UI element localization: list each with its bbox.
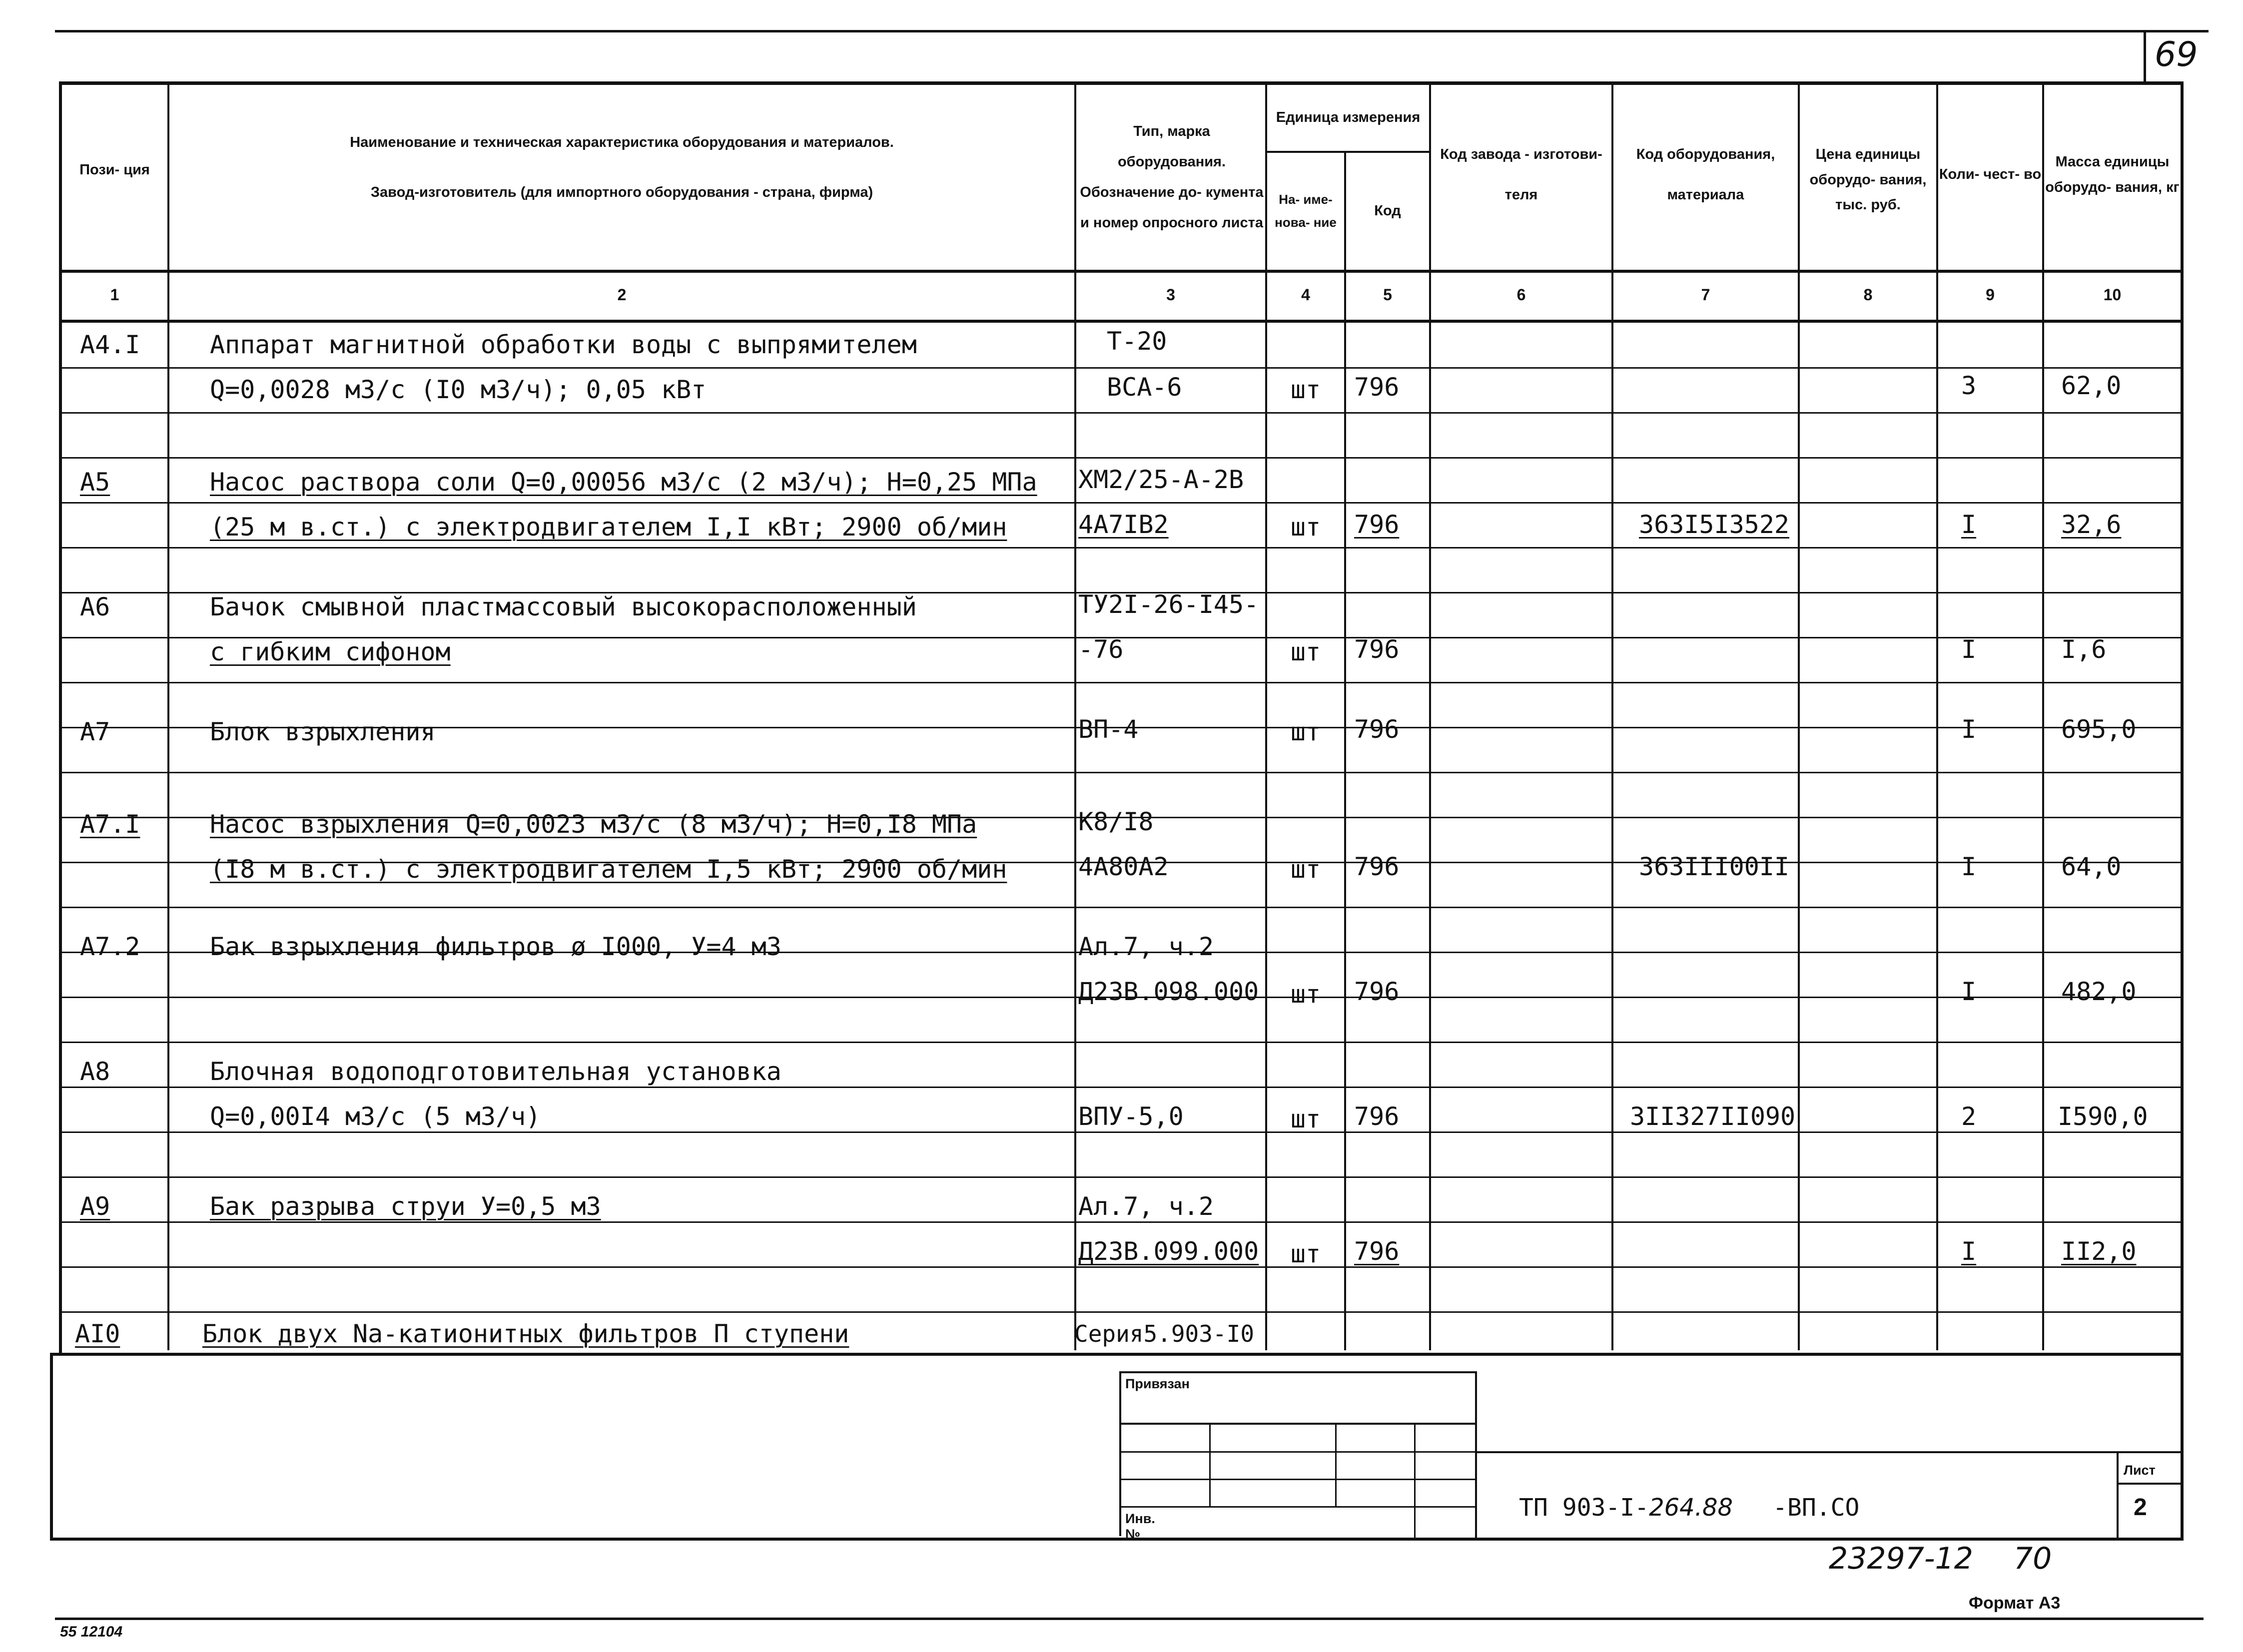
- bottom-rule: [55, 1618, 2204, 1620]
- row-unit: шт: [1290, 513, 1321, 542]
- header-mass: Масса единицы оборудо- вания, кг: [2045, 154, 2180, 195]
- header-price: Цена единицы оборудо- вания, тыс. руб.: [1809, 146, 1927, 213]
- row-position: А7.2: [80, 932, 140, 961]
- row-material-code: 3II327II090: [1630, 1102, 1796, 1131]
- row-position: А6: [80, 592, 110, 621]
- row-quantity: I: [1961, 715, 1977, 744]
- colnum-2: 2: [617, 286, 627, 304]
- handwritten-code: 23297-12: [1829, 1541, 1973, 1576]
- row-quantity: 3: [1961, 371, 1977, 400]
- colnum-10: 10: [2103, 286, 2122, 304]
- row-mass: 62,0: [2061, 371, 2122, 400]
- header-quantity: Коли- чест- во: [1939, 166, 2042, 183]
- doc-code-suffix: -ВП.СО: [1773, 1494, 1860, 1522]
- row-mass: 695,0: [2061, 715, 2137, 744]
- colnum-8: 8: [1863, 286, 1873, 304]
- row-position: А7.I: [80, 810, 140, 839]
- row-type: ВСА-6: [1107, 373, 1182, 402]
- row-unit-code: 796: [1354, 510, 1400, 539]
- row-unit: шт: [1290, 855, 1321, 884]
- row-type: ХМ2/25-А-2В: [1078, 465, 1244, 494]
- sheet-label: Лист: [2124, 1463, 2156, 1478]
- doc-code-prefix: ТП 903-I-: [1519, 1494, 1649, 1522]
- row-type: 4А80А2: [1078, 852, 1169, 881]
- row-type: ВП-4: [1078, 715, 1139, 744]
- row-name: Бачок смывной пластмассовый высокорасположенный: [210, 592, 917, 621]
- row-unit: шт: [1290, 717, 1321, 746]
- colnum-6: 6: [1516, 286, 1526, 304]
- row-name: Насос раствора соли Q=0,00056 м3/с (2 м3/ч); Н=0,25 МПа: [210, 468, 1037, 497]
- row-type: Ал.7, ч.2: [1078, 1192, 1214, 1221]
- colnum-3: 3: [1166, 286, 1175, 304]
- doc-code-hand: 264.88: [1649, 1494, 1733, 1522]
- row-name: Блочная водоподготовительная установка: [210, 1057, 781, 1086]
- header-type: Тип, марка оборудования. Обозначение до- кумента и номер опросного листа: [1080, 123, 1264, 231]
- header-plant-code: Код завода - изготови- теля: [1440, 146, 1602, 203]
- row-type: ВПУ-5,0: [1078, 1102, 1184, 1131]
- sheet-value: 2: [2134, 1494, 2147, 1521]
- colnum-7: 7: [1701, 286, 1710, 304]
- row-mass: II2,0: [2061, 1237, 2137, 1266]
- row-type: ТУ2I-26-I45-: [1078, 590, 1259, 619]
- colnum-1: 1: [110, 286, 119, 304]
- row-unit: шт: [1290, 1239, 1321, 1268]
- header-material-code: Код оборудования, материала: [1636, 146, 1775, 203]
- row-name: Блок взрыхления: [210, 717, 436, 746]
- header-position: Пози- ция: [79, 161, 150, 178]
- row-type: -76: [1078, 635, 1124, 664]
- row-name: (25 м в.ст.) с электродвигателем I,I кВт; 2900 об/мин: [210, 513, 1007, 542]
- row-type: Ал.7, ч.2: [1078, 932, 1214, 961]
- row-position: А7: [80, 717, 110, 746]
- row-name: с гибким сифоном: [210, 637, 451, 666]
- row-name: Бак разрыва струи У=0,5 м3: [210, 1192, 601, 1221]
- format-label: Формат А3: [1969, 1594, 2061, 1613]
- header-unit-code: Код: [1374, 203, 1401, 219]
- row-quantity: I: [1961, 977, 1977, 1006]
- inventory-label: Инв. №: [1125, 1511, 1155, 1542]
- row-unit-code: 796: [1354, 1102, 1400, 1131]
- tied-label: Привязан: [1125, 1376, 1190, 1391]
- row-type: Д23В.098.000: [1078, 977, 1259, 1006]
- colnum-9: 9: [1986, 286, 1995, 304]
- handwritten-page: 70: [2014, 1541, 2052, 1576]
- colnum-4: 4: [1301, 286, 1310, 304]
- row-mass: 482,0: [2061, 977, 2137, 1006]
- colnum-5: 5: [1383, 286, 1392, 304]
- row-unit-code: 796: [1354, 1237, 1400, 1266]
- row-unit: шт: [1290, 980, 1321, 1009]
- row-position: А9: [80, 1192, 110, 1221]
- row-unit: шт: [1290, 637, 1321, 666]
- row-name: Q=0,00I4 м3/с (5 м3/ч): [210, 1102, 541, 1131]
- row-type: Д23В.099.000: [1078, 1237, 1259, 1266]
- row-unit: шт: [1290, 375, 1321, 404]
- row-name: (I8 м в.ст.) с электродвигателем I,5 кВт; 2900 об/мин: [210, 855, 1007, 884]
- row-type: 4А7IВ2: [1078, 510, 1169, 539]
- document-code: [1519, 1494, 1859, 1522]
- row-unit: шт: [1290, 1104, 1321, 1133]
- header-unit-group: Единица измерения: [1276, 109, 1421, 125]
- header-name-line2: Завод-изготовитель (для импортного оборудования - страна, фирма): [370, 184, 873, 200]
- row-unit-code: 796: [1354, 852, 1400, 881]
- row-quantity: 2: [1961, 1102, 1977, 1131]
- row-quantity: I: [1961, 852, 1977, 881]
- row-mass: 32,6: [2061, 510, 2122, 539]
- row-unit-code: 796: [1354, 373, 1400, 402]
- row-type: Серия5.903-I0: [1074, 1320, 1255, 1347]
- row-position: А5: [80, 468, 110, 497]
- row-material-code: 363III00II: [1639, 852, 1790, 881]
- row-material-code: 363I5I3522: [1639, 510, 1790, 539]
- row-unit-code: 796: [1354, 715, 1400, 744]
- row-position: АI0: [75, 1319, 120, 1348]
- row-name: Насос взрыхления Q=0,0023 м3/с (8 м3/ч); Н=0,I8 МПа: [210, 810, 977, 839]
- sheet-number-top: 69: [2155, 35, 2198, 74]
- row-position: А4.I: [80, 330, 140, 359]
- row-name: Аппарат магнитной обработки воды с выпрямителем: [210, 330, 917, 359]
- row-name: Q=0,0028 м3/с (I0 м3/ч); 0,05 кВт: [210, 375, 707, 404]
- row-unit-code: 796: [1354, 635, 1400, 664]
- row-name: Блок двух Nа-катионитных фильтров П ступени: [202, 1319, 849, 1348]
- bottom-left-code: 55 12104: [60, 1624, 123, 1640]
- row-position: А8: [80, 1057, 110, 1086]
- row-type: К8/I8: [1078, 807, 1154, 836]
- row-unit-code: 796: [1354, 977, 1400, 1006]
- header-unit-name: На- име- нова- ние: [1275, 192, 1337, 230]
- row-quantity: I: [1961, 635, 1977, 664]
- header-name-line1: Наименование и техническая характеристика оборудования и материалов.: [350, 134, 894, 150]
- row-type: Т-20: [1107, 327, 1167, 356]
- row-name: Бак взрыхления фильтров ø I000, У=4 м3: [210, 932, 781, 961]
- row-quantity: I: [1961, 1237, 1977, 1266]
- row-mass: I,6: [2061, 635, 2107, 664]
- row-mass: 64,0: [2061, 852, 2122, 881]
- row-quantity: I: [1961, 510, 1977, 539]
- row-mass: I590,0: [2058, 1102, 2148, 1131]
